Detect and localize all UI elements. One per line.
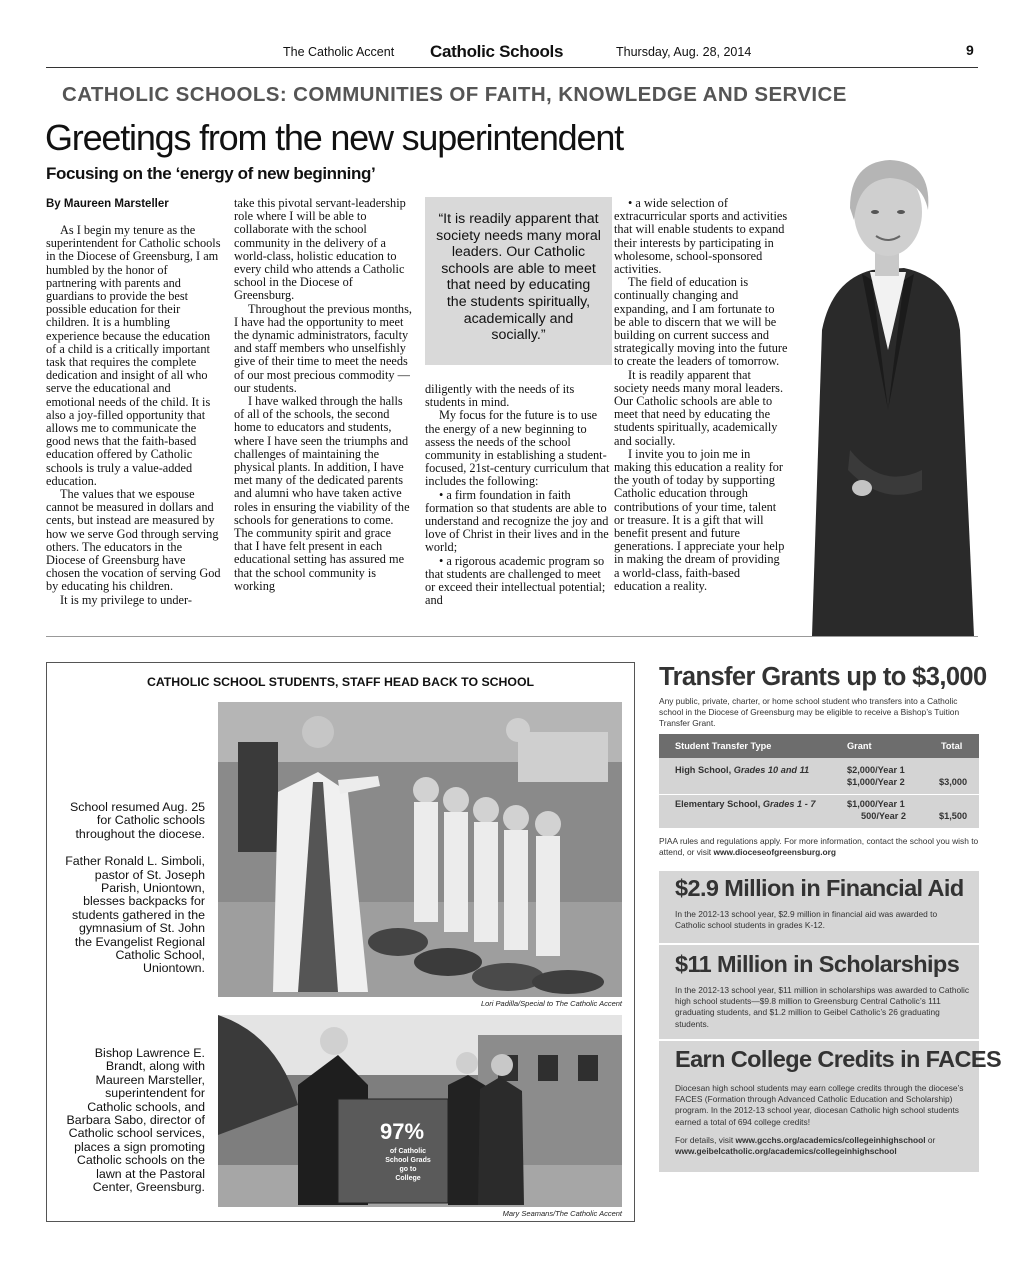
col4-para: It is readily apparent that society needs many moral leaders. Our Catholic schools are able to meet that need by educating the students spiritually, academically and socially. xyxy=(614,367,784,448)
issue-date: Thursday, Aug. 28, 2014 xyxy=(616,45,752,59)
col2-para: I have walked through the halls of all of the schools, the second home to educators and students, where I have seen the triumphs and challenges of maintaining the physical plants. In addition, I have met many of the dedicated parents and alumni who have taken active roles in ensuring the viability of the schools for generations to come. The community spirit and grace that I have felt present in each educational setting has assured me that the school community is working xyxy=(234,394,410,593)
scholarship-title: $11 Million in Scholarships xyxy=(675,951,960,977)
ad-title: Transfer Grants up to $3,000 xyxy=(659,663,987,691)
article-column-1 xyxy=(46,224,221,607)
sign-line: College xyxy=(395,1175,421,1182)
piaa-text: PIAA rules and regulations apply. For more information, contact the school you wish to attend, or visit xyxy=(659,836,979,858)
grant-table-header xyxy=(659,734,979,758)
photo-caption-2: Bishop Lawrence E. Brandt, along with Maureen Marsteller, superintendent for Catholic schools, and Barbara Sabo, director of Catholic school services, places a sign promoting Catholic schools on the lawn at the Pastoral Center, Greensburg. xyxy=(66,1046,205,1195)
col1-para: As I begin my tenure as the superintendent for Catholic schools in the Diocese of Greensburg, I am humbled by the honor of partnering with parents and guardians to provide the best possible education for their children. It is a humbling experience because the education of a child is a critically important task that requires the complete dedication and insight of all who serve the educational and emotional needs of the child. It is also a joy-filled opportunity that allows me to communicate the good news that the faith-based education offered by Catholic schools is truly a value-added education. xyxy=(46,223,221,488)
col3-para: My focus for the future is to use the energy of a new beginning to assess the needs of the school community in establishing a student-focused, 21st-century curriculum that includes the following: xyxy=(425,408,610,489)
col3-para: • a rigorous academic program so that students are challenged to meet or exceed their intellectual potential; and xyxy=(425,553,606,608)
col2-para: take this pivotal servant-leadership role where I will be able to collaborate with the school community in the delivery of a world-class, holistic education to every child who attends a Catholic school in the Diocese of Greensburg. xyxy=(234,196,406,303)
header-rule xyxy=(46,67,978,68)
scholarship-text: In the 2012-13 school year, $11 million in scholarships was awarded to Catholic high school students—$9.8 million to Greensburg Central Catholic’s 111 graduating students, and $1.2 million to Geibel Catholic’s 26 graduating students. xyxy=(675,985,970,1029)
row-grant-2: 500/Year 2 xyxy=(861,811,906,821)
th-total: Total xyxy=(941,741,963,751)
row-grant-2: $1,000/Year 2 xyxy=(847,777,905,787)
article-column-3 xyxy=(425,383,613,607)
aid-scholarship-block xyxy=(659,871,1002,1172)
col4-para: The field of education is continually changing and expanding, and I am fortunate to be able to discern that we will be building on current success and strategically moving into the future to create the leaders of tomorrow. xyxy=(614,275,788,369)
grant-row xyxy=(659,796,979,826)
col1-para: The values that we espouse cannot be measured in dollars and cents, but instead are measured by how we serve God through serving others. The educators in the Diocese of Greensburg have chosen the vocation of serving God by educating his children. xyxy=(46,487,221,594)
caption-line: Father Ronald L. Simboli, pastor of St. Joseph Parish, Uniontown, blesses backpacks for students gathered in the gymnasium of St. John the Evangelist Regional Catholic School, Uniontown. xyxy=(65,854,205,976)
page-number: 9 xyxy=(966,42,974,58)
ad-intro: Any public, private, charter, or home school student who transfers into a Catholic school in the Diocese of Greensburg may be eligible to receive a Bishop’s Tuition Transfer Grant. xyxy=(659,696,960,729)
col1-para: It is my privilege to under- xyxy=(60,592,192,607)
row-type xyxy=(675,799,815,809)
gym-blessing-photo xyxy=(218,702,622,997)
transfer-grant-ad xyxy=(659,662,987,730)
section-divider xyxy=(46,636,978,637)
faces-details xyxy=(675,1135,971,1157)
details-link-1[interactable]: www.gcchs.org/academics/collegeinhighschool xyxy=(735,1135,926,1145)
row-grades: Grades 1 - 7 xyxy=(762,799,816,809)
superintendent-portrait xyxy=(792,150,982,636)
article-headline: Greetings from the new superintendent xyxy=(45,117,623,158)
faces-title: Earn College Credits in FACES xyxy=(675,1046,1002,1072)
byline: By Maureen Marsteller xyxy=(46,198,169,210)
faces-text: Diocesan high school students may earn college credits through the diocese’s FACES (Formation through Advanced Catholic Education and Scholarship) program. In the 2012-13 school year, diocesan Catholic high school students earned a total of 694 college credits! xyxy=(675,1083,964,1127)
row-grant-1: $2,000/Year 1 xyxy=(847,765,905,775)
sign-line: go to xyxy=(399,1166,417,1173)
row-total: $3,000 xyxy=(939,777,968,787)
piaa-link[interactable]: www.dioceseofgreensburg.org xyxy=(713,847,837,858)
sign-percent: 97% xyxy=(379,1119,425,1144)
row-type-label: Elementary School, xyxy=(675,799,761,809)
paper-name: The Catholic Accent xyxy=(283,45,395,59)
details-link-2[interactable]: www.geibelcatholic.org/academics/collegeinhighschool xyxy=(675,1146,897,1157)
row-type xyxy=(675,765,809,775)
section-banner: CATHOLIC SCHOOLS: COMMUNITIES OF FAITH, KNOWLEDGE AND SERVICE xyxy=(62,83,847,106)
col3-para: • a firm foundation in faith formation so that students are able to understand and recognize the joy and love of Christ in their lives and in the world; xyxy=(425,487,609,555)
block-divider xyxy=(659,943,979,945)
article-column-2 xyxy=(234,197,412,593)
th-grant: Grant xyxy=(847,741,872,751)
aid-text: In the 2012-13 school year, $2.9 million in financial aid was awarded to Catholic school students in grades K-12. xyxy=(675,909,938,931)
th-type: Student Transfer Type xyxy=(675,741,772,751)
photo-credit-1: Lori Padilla/Special to The Catholic Accent xyxy=(480,999,622,1008)
details-or: or xyxy=(927,1135,936,1145)
photo-caption-1 xyxy=(60,801,205,976)
article-column-4 xyxy=(614,197,788,593)
sign-line: School Grads xyxy=(385,1157,431,1164)
photo-feature-title: CATHOLIC SCHOOL STUDENTS, STAFF HEAD BACK TO SCHOOL xyxy=(146,675,535,689)
section-name: Catholic Schools xyxy=(430,42,564,61)
aid-title: $2.9 Million in Financial Aid xyxy=(675,875,964,901)
col4-para: • a wide selection of extracurricular sports and activities that will enable students to expand their interests by participating in wholesome, school-sponsored activities. xyxy=(614,196,788,277)
col4-para: I invite you to join me in making this education a reality for the youth of today by supporting Catholic education through contributions of your time, talent or treasure. It is a gift that will benefit present and future generations. I appreciate your help in making the dream of providing a world-class, faith-based education a reality. xyxy=(614,446,785,593)
row-type-label: High School, xyxy=(675,765,732,775)
piaa-note xyxy=(659,836,979,858)
photo-credit-2: Mary Seamans/The Catholic Accent xyxy=(502,1209,622,1218)
col2-para: Throughout the previous months, I have had the opportunity to meet the dynamic administrators, faculty and staff members who unselfishly give of their time to meet the needs of our most precious commodity — our students. xyxy=(234,301,412,395)
block-divider xyxy=(659,1039,979,1041)
col3-para: diligently with the needs of its students in mind. xyxy=(425,382,575,410)
row-grades: Grades 10 and 11 xyxy=(733,765,810,775)
details-prefix: For details, visit xyxy=(675,1135,734,1145)
grant-table xyxy=(659,734,979,828)
caption-line: School resumed Aug. 25 for Catholic schools throughout the diocese. xyxy=(69,800,205,841)
row-total: $1,500 xyxy=(939,811,968,821)
pull-quote: “It is readily apparent that society needs many moral leaders. Our Catholic schools are able to meet that need by educating the students spiritually, academically and socially.” xyxy=(425,197,612,365)
article-subhead: Focusing on the ‘energy of new beginning’ xyxy=(46,164,376,183)
row-grant-1: $1,000/Year 1 xyxy=(847,799,905,809)
sign-photo xyxy=(218,1015,622,1207)
grant-row xyxy=(659,762,979,795)
sign-line: of Catholic xyxy=(389,1148,427,1155)
